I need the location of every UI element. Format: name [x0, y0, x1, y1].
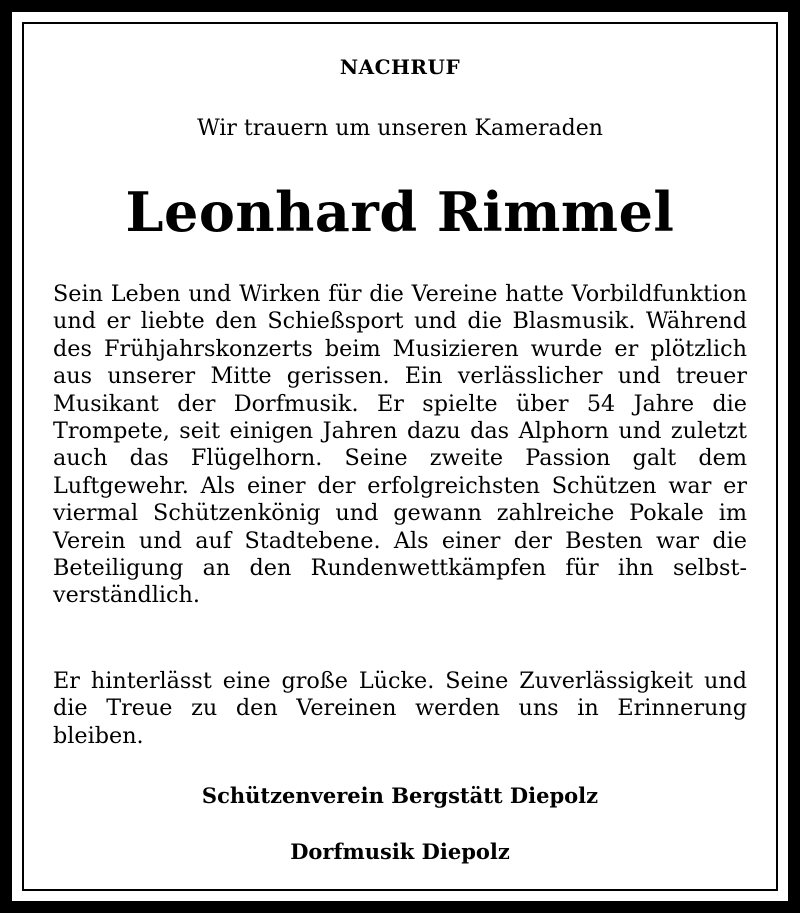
notice-label: NACHRUF [339, 55, 461, 79]
signoff-village-band: Dorfmusik Diepolz [290, 839, 510, 864]
closing-paragraph: Er hinterlässt eine große Lücke. Seine Zuverlässigkeit und die Treue zu den Vereinen werden uns in Erinnerung bleiben. [53, 668, 747, 749]
signoff-shooting-club: Schützenverein Bergstätt Diepolz [201, 783, 599, 808]
tribute-paragraph: Sein Leben und Wirken für die Vereine hatte Vorbildfunktion und er liebte den Schießsport und die Blasmusik. Während des Frühjahrskonzerts beim Musizieren wurde er plötzlich aus unserer Mitte gerissen. Ein verlässlicher und treuer Musikant der Dorfmusik. Er spielte über 54 Jahre die Trompete, seit einigen Jahren dazu das Alphorn und zuletzt auch das Flügelhorn. Seine zweite Passion galt dem Luftgewehr. Als einer der erfolgreichsten Schützen war er viermal Schützenkönig und gewann zahlreiche Pokale im Verein und auf Stadtebene. Als einer der Besten war die Beteiligung an den Rundenwettkämpfen für ihn selbstverständlich. [53, 281, 747, 609]
intro-line: Wir trauern um unseren Kameraden [197, 116, 603, 141]
deceased-name: Leonhard Rimmel [125, 180, 675, 244]
